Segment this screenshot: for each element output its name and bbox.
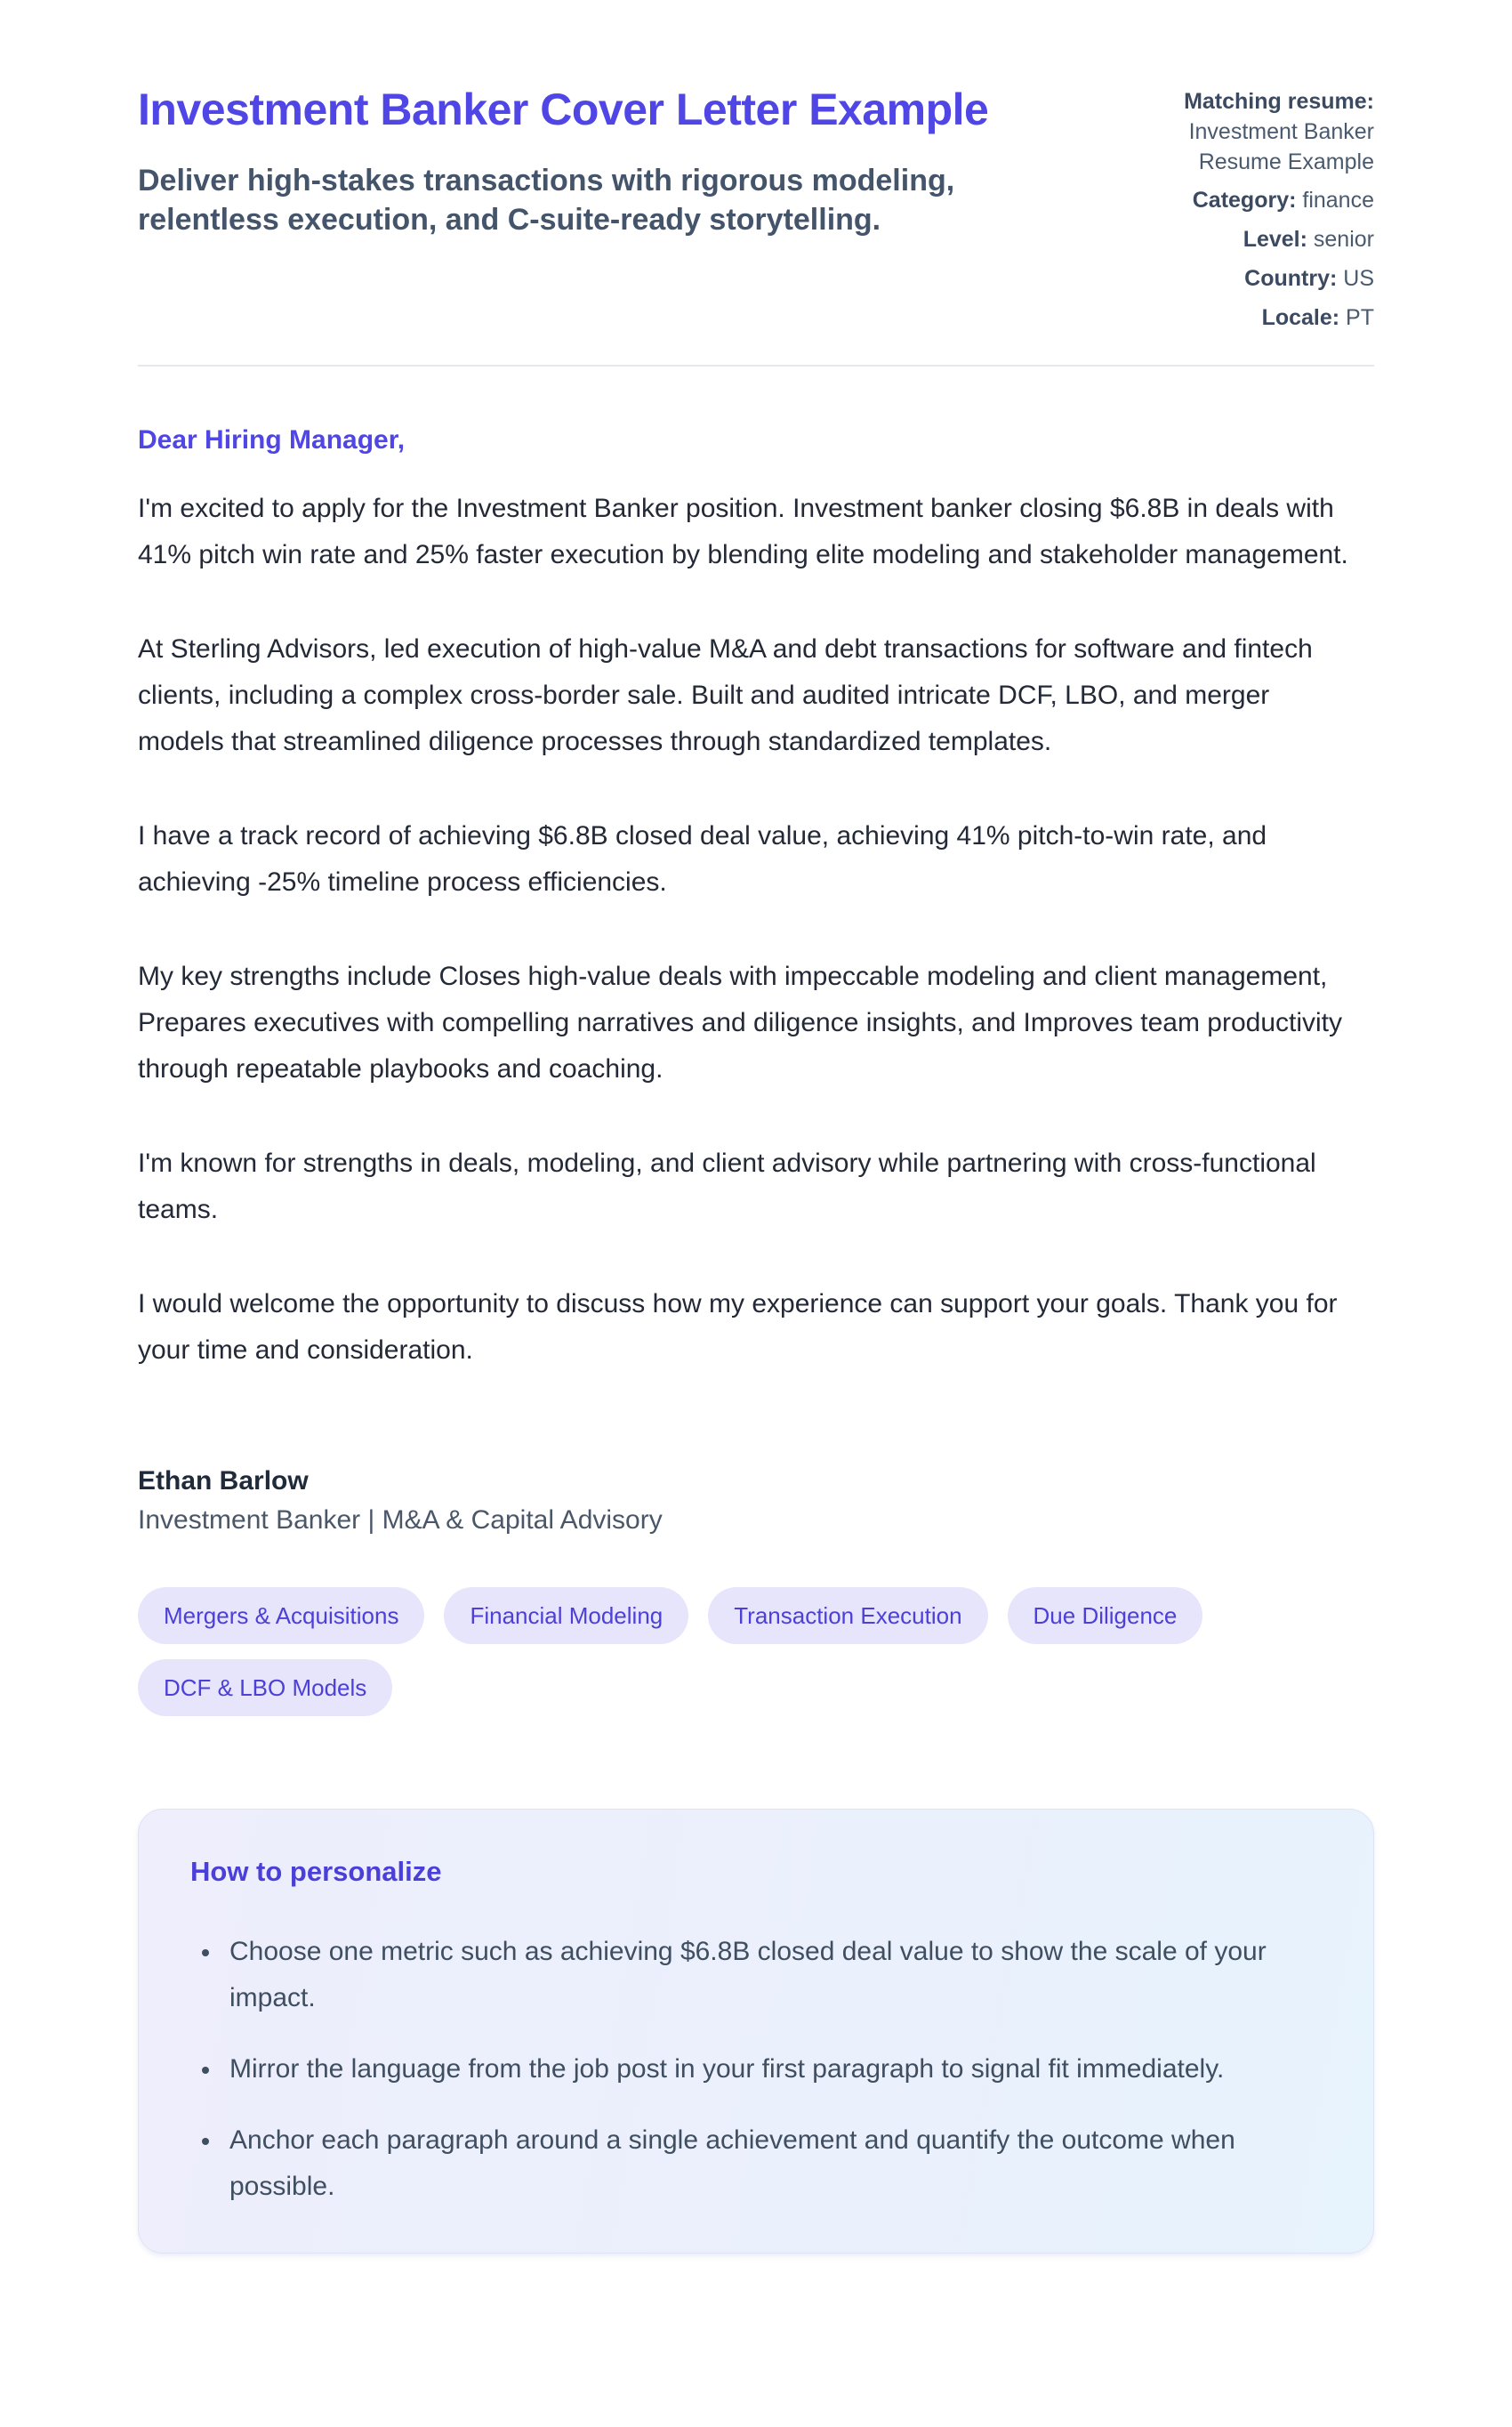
meta-fields bbox=[1081, 186, 1374, 333]
matching-resume-label: Matching resume: bbox=[1184, 89, 1374, 114]
personalize-tip: • Mirror the language from the job post in your first paragraph to signal fit immediately. bbox=[222, 2046, 1322, 2092]
personalize-title: How to personalize bbox=[190, 1856, 442, 1888]
meta-field-label: Locale: bbox=[1261, 304, 1340, 330]
meta-field-value: US bbox=[1343, 265, 1374, 291]
skill-tag: Transaction Execution bbox=[708, 1587, 987, 1644]
personalize-tips-list bbox=[190, 1929, 1322, 2210]
cover-letter-body bbox=[138, 425, 1352, 1536]
meta-field-label: Category: bbox=[1192, 188, 1297, 214]
cover-letter-page bbox=[138, 0, 1374, 2254]
skill-tag: Due Diligence bbox=[1008, 1587, 1203, 1644]
meta-field-row bbox=[1081, 186, 1374, 216]
letter-paragraph: My key strengths include Closes high-value deals with impeccable modeling and client management, Prepares executives with compelling narratives and diligence insights, and Improves team productivity through repeatable playbooks and coaching. bbox=[138, 962, 1342, 1084]
letter-paragraph: I'm excited to apply for the Investment Banker position. Investment banker closing $6.8B in deals with 41% pitch win rate and 25% faster execution by blending elite modeling and stakeholder management. bbox=[138, 494, 1348, 570]
meta-field-row bbox=[1081, 303, 1374, 334]
header-title-block bbox=[138, 82, 1081, 240]
letter-greeting: Dear Hiring Manager, bbox=[138, 425, 406, 456]
letter-paragraph: I would welcome the opportunity to discuss how my experience can support your goals. Thank you for your time and consideration. bbox=[138, 1289, 1338, 1366]
matching-resume-value: Investment Banker Resume Example bbox=[1188, 118, 1374, 174]
page-title: Investment Banker Cover Letter Example bbox=[138, 85, 989, 134]
page-subtitle: Deliver high-stakes transactions with rigorous modeling, relentless execution, and C-suite-ready storytelling. bbox=[138, 163, 955, 238]
skill-tags bbox=[138, 1587, 1205, 1716]
meta-field-row bbox=[1081, 225, 1374, 255]
header-divider bbox=[138, 365, 1374, 367]
meta-field-value: senior bbox=[1313, 227, 1374, 252]
skill-tag: DCF & LBO Models bbox=[138, 1659, 392, 1716]
letter-paragraph: I have a track record of achieving $6.8B closed deal value, achieving 41% pitch-to-win rate, and achieving -25% timeline process efficiencies. bbox=[138, 821, 1267, 898]
signature-name: Ethan Barlow bbox=[138, 1466, 309, 1496]
page-header bbox=[138, 82, 1374, 333]
letter-paragraph: At Sterling Advisors, led execution of high-value M&A and debt transactions for software and fintech clients, including a complex cross-border sale. Built and audited intricate DCF, LBO, and merger models that streamlined diligence processes through standardized templates. bbox=[138, 634, 1313, 757]
meta-field-label: Country: bbox=[1244, 265, 1338, 291]
meta-field-value: finance bbox=[1302, 188, 1374, 214]
skill-tag: Financial Modeling bbox=[444, 1587, 688, 1644]
letter-paragraph: I'm known for strengths in deals, modeling, and client advisory while partnering with cross-functional teams. bbox=[138, 1149, 1316, 1225]
skill-tag: Mergers & Acquisitions bbox=[138, 1587, 424, 1644]
signature-title: Investment Banker | M&A & Capital Advisory bbox=[138, 1505, 663, 1536]
personalize-tip: • Choose one metric such as achieving $6.8B closed deal value to show the scale of your impact. bbox=[222, 1929, 1322, 2021]
personalize-tip: • Anchor each paragraph around a single achievement and quantify the outcome when possible. bbox=[222, 2117, 1322, 2210]
meta-field-value: PT bbox=[1346, 304, 1374, 330]
meta-field-label: Level: bbox=[1243, 227, 1307, 252]
personalize-box bbox=[138, 1809, 1374, 2254]
meta-field-row bbox=[1081, 264, 1374, 294]
letter-paragraphs bbox=[138, 486, 1352, 1374]
meta-panel bbox=[1081, 87, 1374, 333]
